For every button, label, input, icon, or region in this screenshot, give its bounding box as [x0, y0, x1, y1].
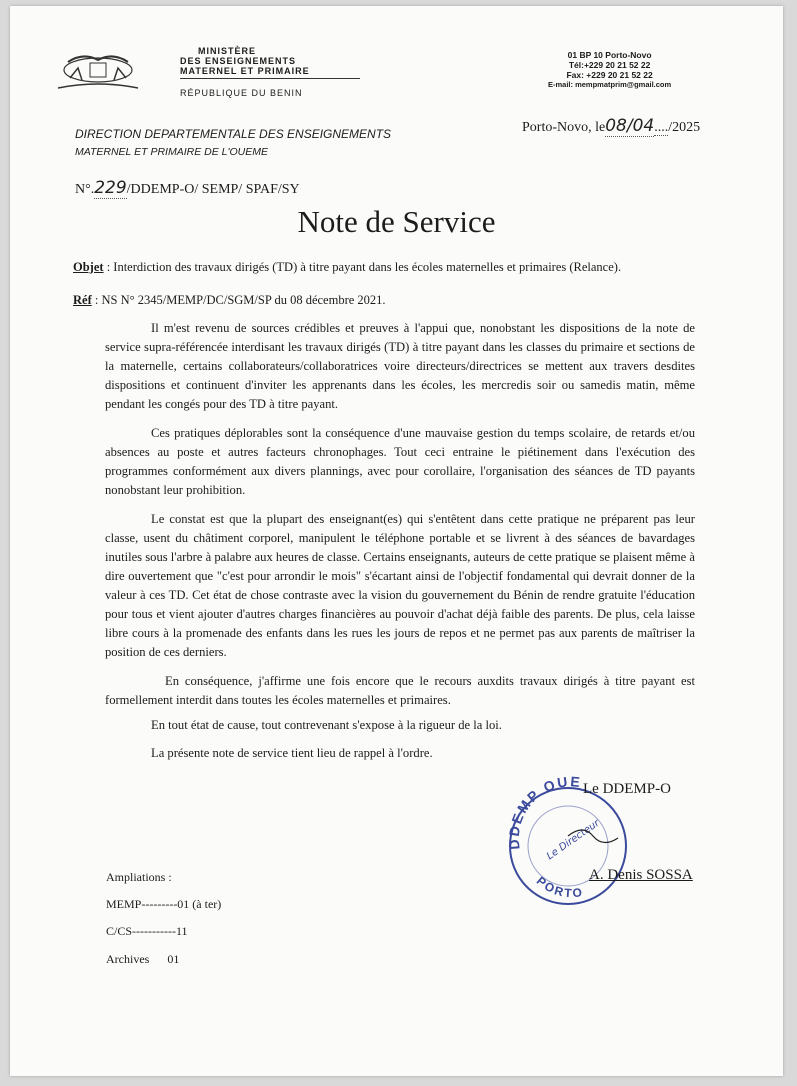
header-divider	[180, 78, 360, 79]
object-line	[73, 260, 621, 275]
date-dots: ....	[654, 120, 669, 135]
reference-text: : NS N° 2345/MEMP/DC/SGM/SP du 08 décembre 2021.	[91, 293, 386, 307]
svg-text:PORTO	[534, 874, 585, 901]
direction-line: DIRECTION DEPARTEMENTALE DES ENSEIGNEMENTS	[75, 127, 392, 141]
contact-email: E-mail: mempmatprim@gmail.com	[548, 80, 672, 89]
document-title: Note de Service	[297, 204, 496, 239]
date-handwritten: 08/04	[605, 116, 655, 136]
contact-block	[548, 50, 671, 90]
ref-number-handwritten: 229	[94, 178, 127, 198]
place-date	[522, 116, 700, 136]
place-prefix: Porto-Novo, le	[522, 120, 606, 135]
body-paragraph: Le constat est que la plupart des enseignant(es) qui s'entêtent dans cette pratique ne préparent pas leur classe, usent du châtiment corporel, manipulent le téléphone portable et se livrent à des séances de bavardages inutiles sous l'arbre à palabre aux heures de classe. Certains enseignants, auteurs de cette pratique se plaisent même à dire ouvertement que "c'est pour arrondir le mois" s'écartant ainsi de l'objectif fondamental qui devrait donner de la valeur à ces TD. Cet état de chose contraste avec la vision du gouvernement du Bénin de rendre gratuite l'éducation pour tous et vient ajouter d'autres charges financières au pouvoir d'achat déjà faible des parents. De plus, cela laisse libre cours à la promenade des enfants dans les rues les jours de repos et ne permet pas aux parents de maîtriser la position de ces derniers.	[105, 512, 695, 659]
direction-block	[75, 124, 391, 160]
republic-label: RÉPUBLIQUE DU BENIN	[180, 88, 303, 98]
contact-fax: Fax: +229 20 21 52 22	[566, 70, 653, 80]
stamp-center-text: Le Directeur	[544, 817, 602, 863]
reference-label: Réf	[73, 293, 92, 307]
stamp-bottom-text: PORTO	[533, 873, 585, 901]
signature-block	[583, 779, 693, 885]
ref-suffix: /DDEMP-O/ SEMP/ SPAF/SY	[126, 182, 300, 197]
closing-line: En tout état de cause, tout contrevenant s'expose à la rigueur de la loi.	[151, 718, 502, 732]
ampliation-row: C/CS-----------11	[106, 924, 188, 938]
signatory-title: Le DDEMP-O	[583, 781, 671, 797]
ministry-line: MATERNEL ET PRIMAIRE	[180, 66, 310, 76]
ministry-line: DES ENSEIGNEMENTS	[180, 56, 297, 66]
body-paragraph: En conséquence, j'affirme une fois encore que le recours auxdits travaux dirigés à titre payant est formellement interdit dans toutes les écoles maternelles et primaires.	[105, 674, 695, 707]
body-paragraph: Ces pratiques déplorables sont la conséquence d'une mauvaise gestion du temps scolaire, de retards et/ou absences au poste et autres facteurs chronophages. Tout ceci entraine le piétinement dans l'exécution des programmes conformément aux divers plannings, avec pour corollaire, l'organisation des séances de TD payants nonobstant leur prohibition.	[105, 426, 695, 497]
ref-prefix: N°.	[75, 182, 95, 197]
direction-line: MATERNEL ET PRIMAIRE DE L'OUEME	[75, 146, 268, 158]
reference-number	[75, 178, 300, 198]
ampliations-label: Ampliations :	[106, 870, 172, 884]
contact-phone: Tél:+229 20 21 52 22	[568, 60, 651, 70]
contact-address: 01 BP 10 Porto-Novo	[567, 50, 652, 60]
signatory-name: A. Denis SOSSA	[589, 867, 693, 883]
stamp-top-text: DDEMP OUE	[505, 773, 583, 851]
ampliation-row: MEMP---------01 (à ter)	[106, 897, 222, 911]
reference-line	[73, 293, 386, 308]
body-text	[105, 319, 695, 720]
object-label: Objet	[73, 260, 104, 274]
document-page	[10, 6, 783, 1076]
ministry-line: MINISTÈRE	[198, 46, 257, 56]
ministry-header	[180, 46, 360, 98]
object-text: : Interdiction des travaux dirigés (TD) à titre payant dans les écoles maternelles et primaires (Relance).	[103, 260, 622, 274]
closing-line: La présente note de service tient lieu de rappel à l'ordre.	[151, 746, 433, 760]
benin-emblem-icon	[48, 50, 148, 95]
body-paragraph: Il m'est revenu de sources crédibles et preuves à l'appui que, nonobstant les dispositions de la note de service supra-référencée interdisant les travaux dirigés (TD) à titre payant dans les classes du primaire et sections de la maternelle, certains collaborateurs/collaboratrices voire directeurs/directrices se mettent aux travers desdites dispositions et continuent d'inviter les apprenants dans les écoles, les mercredis soir ou samedis matin, même pendant les congés pour des TD à titre payant.	[105, 321, 695, 411]
date-year: /2025	[668, 120, 701, 135]
ampliation-row: Archives 01	[106, 952, 180, 966]
